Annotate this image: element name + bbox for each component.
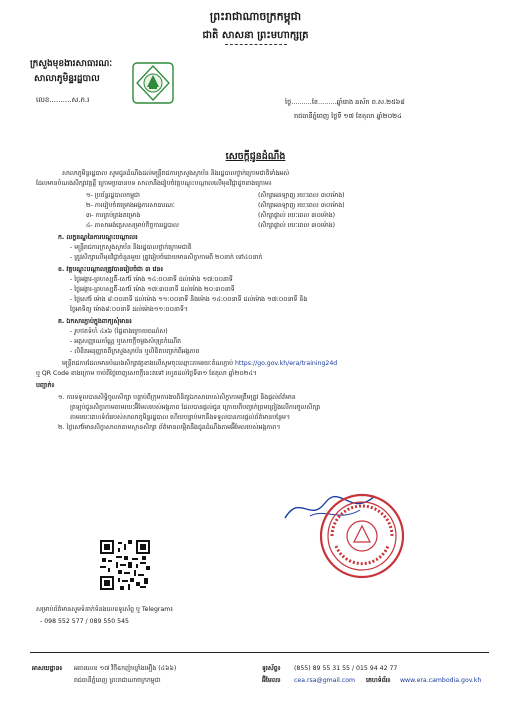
- footer-phone: (855) 89 55 31 55 / 015 94 42 77: [294, 665, 398, 672]
- section-c-item: - រូបថតទំហំ ៤x៦ (ផ្ទៃខាងក្រោយពណ៌ស): [70, 328, 168, 335]
- course-2-info: (សិក្សាអនឡាញ រយៈពេល ៣០ម៉ោង): [258, 202, 345, 209]
- section-b-item: - ថ្ងៃសៅរ៍ ម៉ោង ៨:០០នាទី ដល់ម៉ោង ១១:០០នាទី និងម៉ោង ១៤:០០នាទី ដល់ម៉ោង ១៧:០០នាទី និង: [70, 296, 308, 303]
- section-b-title: ខ. វគ្គបណ្តុះបណ្តាលត្រូវបានរៀបចំជា ៣ វេន៖: [58, 266, 164, 273]
- note-line: ១. ការទទួលបានសិទ្ធិចូលសិក្សា បន្ទាប់ពីក្រុមការងារពិនិត្យឯកសាររបស់សិក្ខាកាមត្រឹមត្រូវ និងផ្តល់ព័ត៌មាន: [58, 394, 296, 401]
- course-4-name: ៤- ភាសាអង់គ្លេសសម្រាប់កិច្ចការរដ្ឋបាល: [86, 222, 179, 229]
- footer-address-label: អាសយដ្ឋាន៖: [32, 665, 63, 672]
- note-line: ត្រឡប់ជូនសិក្ខាកាមតាមរយៈអ៊ីមែលរបស់អង្គភាព ដែលបានផ្តល់ជូន ក្រោយពីបញ្ជាក់ព្រមព្រៀងលើការចូលសិក្សា: [70, 404, 321, 411]
- qr-code-icon[interactable]: [100, 540, 150, 590]
- footer-address-line-1: អគារលេខ ១៧ វិថីឧកញ៉ាឃ្លាំងមឿង (៤៦៦): [74, 665, 177, 672]
- section-c-item: - លិខិតអនុញ្ញាតពីក្រសួងស្ថាប័ន ឬលិខិតបញ្ជាក់ពីអង្គភាព: [70, 348, 200, 355]
- reference-number: [36, 96, 89, 106]
- section-b-item: - ថ្ងៃអង្គារ-ព្រហស្បតិ៍-សៅរ៍ ម៉ោង ១៧:៣០នាទី ដល់ម៉ោង ២០:៣០នាទី: [70, 286, 235, 293]
- course-3-name: ៣- ការគ្រប់គ្រងគម្រោង: [86, 212, 141, 219]
- footer-website-link[interactable]: www.era.cambodia.gov.kh: [400, 677, 482, 684]
- footer-phone-label: ទូរស័ព្ទ៖: [262, 665, 281, 672]
- course-1-info: (សិក្សាអនឡាញ រយៈពេល ៣០ម៉ោង): [258, 192, 345, 199]
- course-3-info: (សិក្សាផ្ទាល់ រយៈពេល ៣០ម៉ោង): [258, 212, 336, 219]
- official-red-stamp-icon: [318, 492, 406, 580]
- notes-title: បញ្ជាក់៖: [36, 382, 55, 389]
- contact-label: សម្រាប់ព័ត៌មានសូមទំនាក់ទំនងលេខទូរស័ព្ទ ឬ Telegram៖: [36, 606, 173, 613]
- course-4-info: (សិក្សាផ្ទាល់ រយៈពេល ៣០ម៉ោង): [258, 222, 336, 229]
- apply-line-1: [62, 360, 337, 368]
- section-a-title: ក. លក្ខខណ្ឌនៃការបណ្តុះបណ្តាល៖: [58, 234, 138, 241]
- lunar-date: ថ្ងៃ..........ខែ.........ឆ្នាំរោង ឆស័ក ព.ស.២៥៦៨: [285, 98, 405, 106]
- footer-email-link[interactable]: cea.rsa@gmail.com: [294, 677, 356, 684]
- ref-label: លេខ........: [36, 96, 68, 104]
- footer-address-line-2: រាជធានីភ្នំពេញ ព្រះរាជាណាចក្រកម្ពុជា: [74, 677, 161, 684]
- course-1-name: ១- ប្រព័ន្ធរដ្ឋបាលកម្ពុជា: [86, 192, 140, 199]
- ministry-name: ក្រសួងមុខងារសាធារណៈ: [30, 59, 113, 69]
- section-b-item: ថ្ងៃអាទិត្យ ម៉ោង៨:០០នាទី ដល់ម៉ោង១១:០០នាទី។: [70, 306, 188, 313]
- intro-line-2: ដែលមានបំណងសិក្សាវគ្គខ្លី ក្រោមប្រធានបទ សាលានឹងរៀបចំវគ្គបណ្តុះបណ្តាលលើមុខវិជ្ជាដូចខាងក្រោម៖: [36, 180, 272, 187]
- school-name: សាលាភូមិន្ទរដ្ឋបាល: [34, 74, 100, 84]
- course-2-name: ២- ការរៀបចំគម្រោងអង្គការសាធារណៈ: [86, 202, 175, 209]
- footer-divider: [30, 652, 489, 653]
- note-line: ២. ថ្ងៃសៅរ៍មានសិក្ខាសាលាតាមស្ថានសិក្សា ព័ត៌មានលម្អិតនឹងជូនដំណឹងតាមអ៊ីមែលរបស់អង្គភាព។: [58, 424, 281, 431]
- motto-heading: ជាតិ សាសនា ព្រះមហាក្សត្រ: [202, 30, 309, 41]
- kingdom-heading: ព្រះរាជាណាចក្រកម្ពុជា: [209, 10, 302, 23]
- section-a-item: - មន្ត្រីរាជការក្រសួងស្ថាប័ន និងរដ្ឋបាលថ្នាក់ក្រោមជាតិ: [70, 244, 192, 251]
- notice-title: សេចក្តីជូនដំណឹង: [225, 151, 286, 162]
- section-a-item: - ត្រូវសិក្សាលើមុខវិជ្ជាចំនួនមួយ ត្រូវរៀបចំដោយមានសិក្ខាកាមពី ២០នាក់ ទៅ៤០នាក់: [70, 254, 263, 261]
- note-line: តាមរយៈគេហទំព័ររបស់សាលាភូមិន្ទរដ្ឋបាល ហើយបន្ទាប់មកនឹងទទួលបានការផ្តល់ព័ត៌មានបន្ថែម។: [70, 414, 291, 421]
- footer-email-label: អ៊ីមែល៖: [262, 677, 281, 684]
- footer-web-label: គេហទំព័រ៖: [366, 677, 391, 684]
- section-c-item: - អត្តសញ្ញាណប័ណ្ណ ឬសេចក្តីចម្លងសំបុត្រកំណើត: [70, 338, 182, 345]
- contact-phones: - 098 552 577 / 089 550 545: [40, 618, 129, 625]
- section-b-item: - ថ្ងៃអង្គារ-ព្រហស្បតិ៍-សៅរ៍ ម៉ោង ១៤:០០នាទី ដល់ម៉ោង ១៧:០០នាទី: [70, 276, 233, 283]
- header-divider: [225, 44, 287, 46]
- registration-link[interactable]: https://go.gov.kh/era/training24d: [235, 360, 338, 367]
- apply-line-2: ឬ QR Code ខាងក្រោម ចាប់ពីថ្ងៃចេញសេចក្តីនេះតទៅ រហូតដល់ថ្ងៃទី៣១ ខែតុលា ឆ្នាំ២០២៤។: [36, 370, 257, 377]
- section-c-title: គ. ឯកសារភ្ជាប់ក្នុងពាក្យសុំមាន៖: [58, 318, 132, 325]
- school-logo-icon: [132, 62, 174, 104]
- ref-suffix: ..ស.ភ.រ: [67, 96, 90, 104]
- intro-line-1: សាលាភូមិន្ទរដ្ឋបាល សូមជូនដំណឹងដល់មន្ត្រីរាជការក្រសួងស្ថាប័ន និងរដ្ឋបាលថ្នាក់ក្រោមជាតិទាំងអស់: [62, 170, 290, 177]
- apply-text: មន្ត្រីរាជការដែលមានបំណងសិក្សាវគ្គខាងលើសូមចុះឈ្មោះតាមរយៈតំណភ្ជាប់: [62, 360, 236, 367]
- solar-date: រាជធានីភ្នំពេញ ថ្ងៃទី ១៧ ខែតុលា ឆ្នាំ២០២៤: [294, 112, 402, 120]
